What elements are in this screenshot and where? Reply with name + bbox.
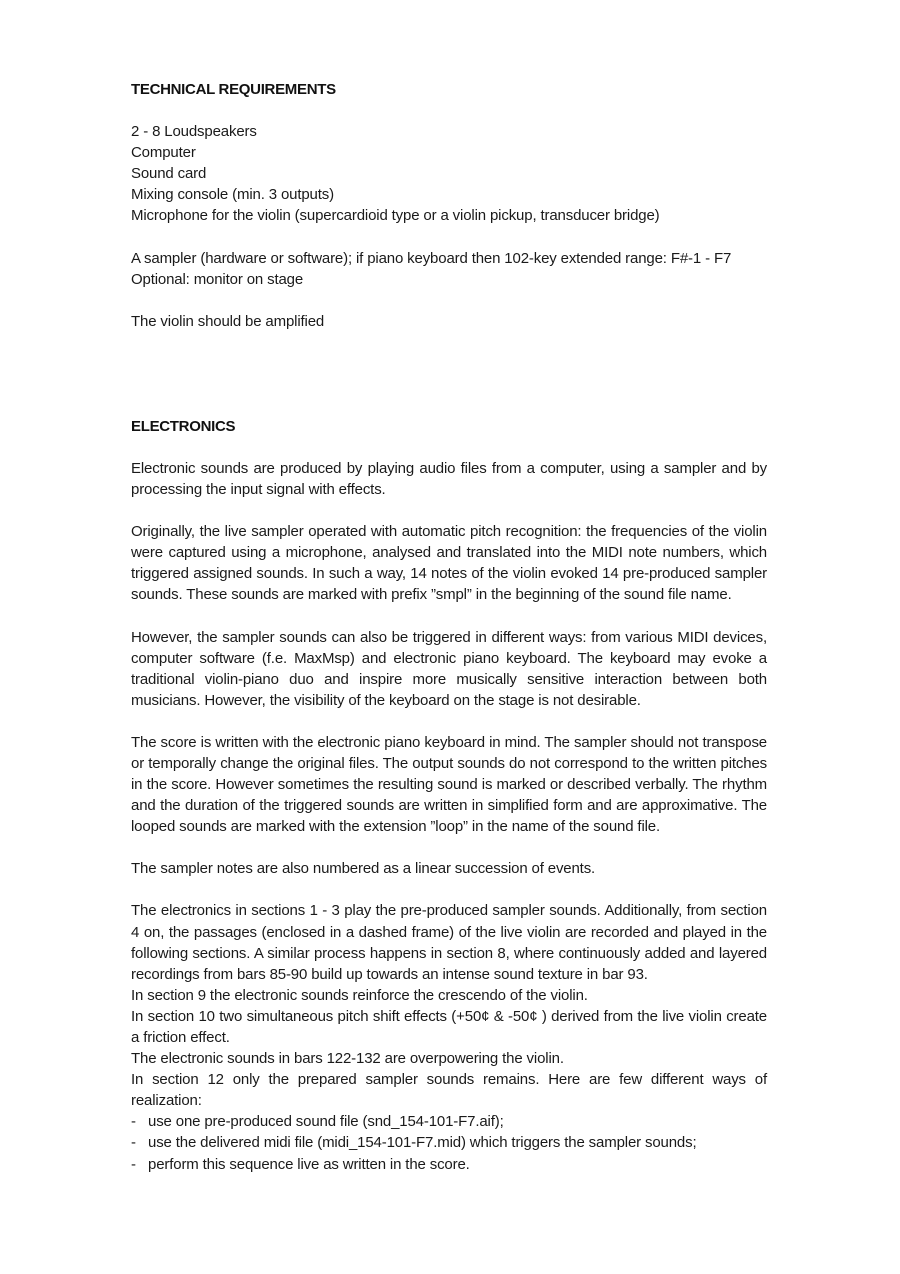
technical-requirements-heading: TECHNICAL REQUIREMENTS (131, 81, 336, 98)
sampler-requirements (131, 248, 767, 290)
list-item: - use the delivered midi file (midi_154-101-F7.mid) which triggers the sampler sounds; (131, 1132, 767, 1153)
amplification-note: The violin should be amplified (131, 312, 325, 330)
equipment-item: Sound card (131, 165, 207, 183)
paragraph: The electronics in sections 1 - 3 play the pre-produced sampler sounds. Additionally, from section 4 on, the passages (enclosed in a dashed frame) of the live violin are recorded and played in the following sections. A similar process happens in section 8, where continuously added and layered recordings from bars 85-90 build up towards an intense sound texture in bar 93. (131, 902, 767, 983)
equipment-list (131, 121, 767, 226)
paragraph: Originally, the live sampler operated with automatic pitch recognition: the frequencies of the violin were captured using a microphone, analysed and translated into the MIDI note numbers, which triggered assigned sounds. In such a way, 14 notes of the violin evoked 14 pre-produced sampler sounds. These sounds are marked with prefix ”smpl” in the beginning of the sound file name. (131, 523, 767, 604)
section-spacer (131, 353, 767, 416)
paragraph: The sampler notes are also numbered as a linear succession of events. (131, 860, 596, 878)
dash-bullet-icon: - (131, 1134, 136, 1152)
document-page (131, 79, 767, 1175)
paragraph: However, the sampler sounds can also be triggered in different ways: from various MIDI devices, computer software (f.e. MaxMsp) and electronic piano keyboard. The keyboard may evoke a traditional violin-piano duo and inspire more musically sensitive interaction between both musicians. However, the visibility of the keyboard on the stage is not desirable. (131, 628, 767, 709)
dash-bullet-icon: - (131, 1113, 136, 1131)
sampler-line: A sampler (hardware or software); if piano keyboard then 102-key extended range: F#-1 - F7 (131, 249, 732, 267)
list-item: - perform this sequence live as written in the score. (131, 1154, 767, 1175)
paragraph: The electronic sounds in bars 122-132 are overpowering the violin. (131, 1050, 564, 1068)
paragraph: In section 9 the electronic sounds reinforce the crescendo of the violin. (131, 986, 588, 1004)
dash-bullet-icon: - (131, 1155, 136, 1173)
equipment-item: Microphone for the violin (supercardioid type or a violin pickup, transducer bridge) (131, 207, 660, 225)
paragraph: In section 10 two simultaneous pitch shift effects (+50¢ & -50¢ ) derived from the live violin create a friction effect. (131, 1007, 767, 1046)
list-item: - use one pre-produced sound file (snd_154-101-F7.aif); (131, 1111, 767, 1132)
paragraph: Electronic sounds are produced by playing audio files from a computer, using a sampler and by processing the input signal with effects. (131, 459, 767, 499)
electronics-heading: ELECTRONICS (131, 417, 236, 435)
realization-options-list (131, 1111, 767, 1174)
optional-monitor-line: Optional: monitor on stage (131, 270, 304, 288)
equipment-item: Computer (131, 144, 196, 162)
equipment-item: Mixing console (min. 3 outputs) (131, 186, 334, 204)
equipment-item: 2 - 8 Loudspeakers (131, 123, 257, 141)
paragraph: In section 12 only the prepared sampler sounds remains. Here are few different ways of realization: (131, 1071, 767, 1110)
paragraph: The score is written with the electronic piano keyboard in mind. The sampler should not transpose or temporally change the original files. The output sounds do not correspond to the written pitches in the score. However sometimes the resulting sound is marked or described verbally. The rhythm and the duration of the triggered sounds are written in simplified form and are approximative. The looped sounds are marked with the extension ”loop” in the name of the sound file. (131, 733, 767, 836)
